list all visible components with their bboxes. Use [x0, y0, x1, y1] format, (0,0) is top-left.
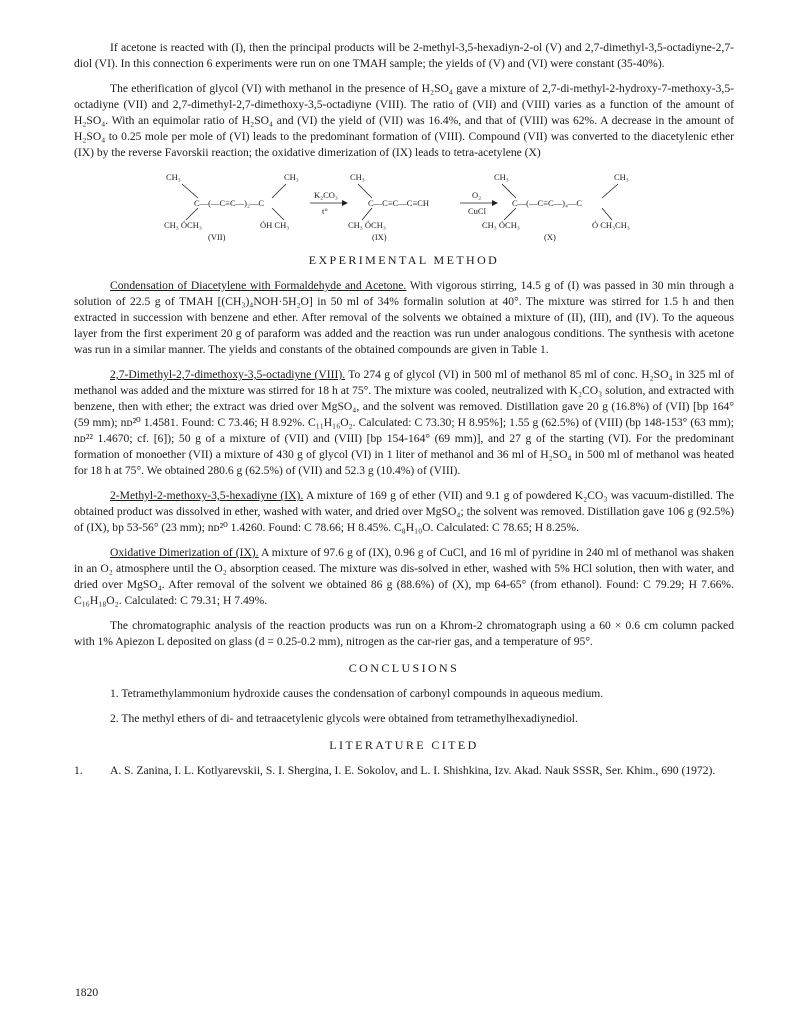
exp1-title: Condensation of Diacetylene with Formaldehyde and Acetone. — [110, 279, 407, 292]
vii-top-right: CH₃ — [284, 172, 299, 182]
ix-bottom: CH₃ ÓCH₃ — [348, 220, 386, 230]
vii-bottom-right: ÓH CH₃ — [260, 220, 290, 230]
vii-bottom-left: CH₃ ÓCH₃ — [164, 220, 202, 230]
x-top-left: CH₃ — [494, 172, 509, 182]
conclusion-1: 1. Tetramethylammonium hydroxide causes the condensation of carbonyl compounds in aqueous medium. — [110, 687, 604, 700]
arrow2-catalyst: CuCl — [468, 206, 486, 216]
exp1-body: With vigorous stirring, 14.5 g of (I) was passed in 30 min through a solution of 22.5 g of TMAH [(CH₃)₄NOH·5H₂O] in 50 ml of 34% formalin solution at 40°. The mixture was stirred for 1.5 h and then extracted in succession with benzene and ether. After removal of the solvents we obtained a mixture of (II), (III), and (IV). To the aqueous layer from the first experiment 20 g of paraform was added and the reaction was run under analogous conditions. The synthesis with acetone was run in a similar manner. The yields and constants of the obtained compounds are given in Table 1. — [74, 279, 734, 356]
article-page — [74, 40, 734, 779]
ix-top: CH₃ — [350, 172, 365, 182]
exp2-title: 2,7-Dimethyl-2,7-dimethoxy-3,5-octadiyne (VIII). — [110, 368, 346, 381]
x-label: (X) — [544, 232, 556, 242]
arrow1-condition: t° — [322, 206, 328, 216]
x-top-right: CH₃ — [614, 172, 629, 182]
x-chain: C—(—C≡C—)₄—C — [512, 198, 583, 208]
paragraph-dimerization — [74, 545, 734, 609]
x-bottom-right: Ó CH₃CH₃ — [592, 220, 630, 230]
reference-item — [74, 763, 734, 779]
exp3-body: A mixture of 169 g of ether (VII) and 9.1 g of powdered K₂CO₃ was vacuum-distilled. The obtained product was dissolved in ether, washed with water, and dried over MgSO₄; the solvent was removed. Distillation gave 106 g (92.5%) of (IX), bp 53-56° (23 mm); nᴅ²⁰ 1.4260. Found: C 78.66; H 8.45%. C₈H₁₀O. Calculated: C 78.65; H 8.25%. — [74, 489, 734, 534]
heading-literature: LITERATURE CITED — [329, 738, 479, 752]
ix-chain: C—C≡C—C≡CH — [368, 198, 430, 208]
paragraph-acetone: If acetone is reacted with (I), then the principal products will be 2-methyl-3,5-hexadiyn-2-ol (V) and 2,7-dimethyl-3,5-octadiyne-2,7-diol (VI). In this connection 6 experiments were run on one TMAH sample; the yields of (V) and (VI) were constant (35-40%). — [74, 41, 734, 70]
heading-experimental: EXPERIMENTAL METHOD — [308, 253, 500, 267]
exp3-title: 2-Methyl-2-methoxy-3,5-hexadiyne (IX). — [110, 489, 304, 502]
conclusion-2: 2. The methyl ethers of di- and tetraacetylenic glycols were obtained from tetramethylhexadiynediol. — [110, 712, 578, 725]
paragraph-viii — [74, 367, 734, 479]
exp4-title: Oxidative Dimerization of (IX). — [110, 546, 259, 559]
page-number: 1820 — [75, 986, 99, 999]
exp4-body: A mixture of 97.6 g of (IX), 0.96 g of CuCl, and 16 ml of pyridine in 240 ml of methanol was shaken in an O₂ atmosphere until the O₂ absorption ceased. The mixture was dis-solved in ether, washed with 5% HCl solution, then with water, and dried over MgSO₄. After removal of the solvent we obtained 86 g (88.6%) of (X), mp 64-65° (from ethanol). Found: C 79.29; H 7.66%. C₁₆H₁₈O₂. Calculated: C 79.31; H 7.49%. — [74, 546, 734, 607]
vii-label: (VII) — [208, 232, 226, 242]
heading-conclusions: CONCLUSIONS — [348, 661, 460, 675]
paragraph-chromatography: The chromatographic analysis of the reaction products was run on a Khrom-2 chromatograph using a 60 × 0.6 cm column packed with 1% Apiezon L deposited on glass (d = 0.25-0.2 mm), nitrogen as the car-rier gas, and a temperature of 95°. — [74, 619, 734, 648]
reference-text: A. S. Zanina, I. L. Kotlyarevskii, S. I. Shergina, I. E. Sokolov, and L. I. Shishkina, Izv. Akad. Nauk SSSR, Ser. Khim., 690 (1972). — [110, 764, 716, 777]
reference-number: 1. — [74, 764, 83, 777]
reaction-scheme — [74, 170, 734, 242]
ix-label: (IX) — [372, 232, 387, 242]
x-bottom-left: CH₃ ÓCH₃ — [482, 220, 520, 230]
vii-chain: C—(—C≡C—)₂—C — [194, 198, 265, 208]
vii-top-left: CH₃ — [166, 172, 181, 182]
paragraph-ix — [74, 488, 734, 536]
arrow1-reagent: K₂CO₃ — [314, 190, 338, 200]
paragraph-condensation — [74, 278, 734, 358]
paragraph-etherification: The etherification of glycol (VI) with methanol in the presence of H₂SO₄ gave a mixture of 2,7-di-methyl-2-hydroxy-7-methoxy-3,5-octadiyne (VII) and 2,7-dimethyl-2,7-dimethoxy-3,5-octadiyne (VIII). The ratio of (VII) and (VIII) varies as a function of the amount of H₂SO₄. With an equimolar ratio of H₂SO₄ and (VI) the yield of (VII) was 16.4%, and that of (VIII) was 62%. A decrease in the amount of H₂SO₄ to 0.25 mole per mole of (VI) leads to the predominant formation of (VIII). Compound (VII) was converted to the diacetylenic ether (IX) by the reverse Favorskii reaction; the oxidative dimerization of (IX) leads to tetra-acetylene (X) — [74, 82, 734, 159]
exp2-body: To 274 g of glycol (VI) in 500 ml of methanol 85 ml of conc. H₂SO₄ in 325 ml of methanol was added and the mixture was stirred for 18 h at 75°. The mixture was cooled, neutralized with K₂CO₃ solution, and extracted with benzene, then with ether; the extract was dried over MgSO₄, and the solvent was removed. Distillation gave 20 g (16.8%) of (VII) [bp 164° (59 mm); nᴅ²⁰ 1.4581. Found: C 73.46; H 8.92%. C₁₁H₁₆O₂. Calculated: C 73.30; H 8.95%]; 1.55 g (62.5%) of (VIII) (bp 148-153° (63 mm); nᴅ²² 1.4670; cf. [6]); 50 g of a mixture of (VII) and (VIII) [bp 154-164° (69 mm)], and 27 g of the starting (VI). For the predominant formation of monoether (VII) a mixture of 430 g of glycol (VI) in 1 liter of methanol and 36 ml of H₂SO₄ in 500 ml of methanol was heated for 18 h at 75°. We obtained 280.6 g (62.5%) of (VII) and 52.3 g (10.4%) of (VIII). — [74, 368, 734, 477]
arrow2-reagent: O₂ — [472, 190, 482, 200]
